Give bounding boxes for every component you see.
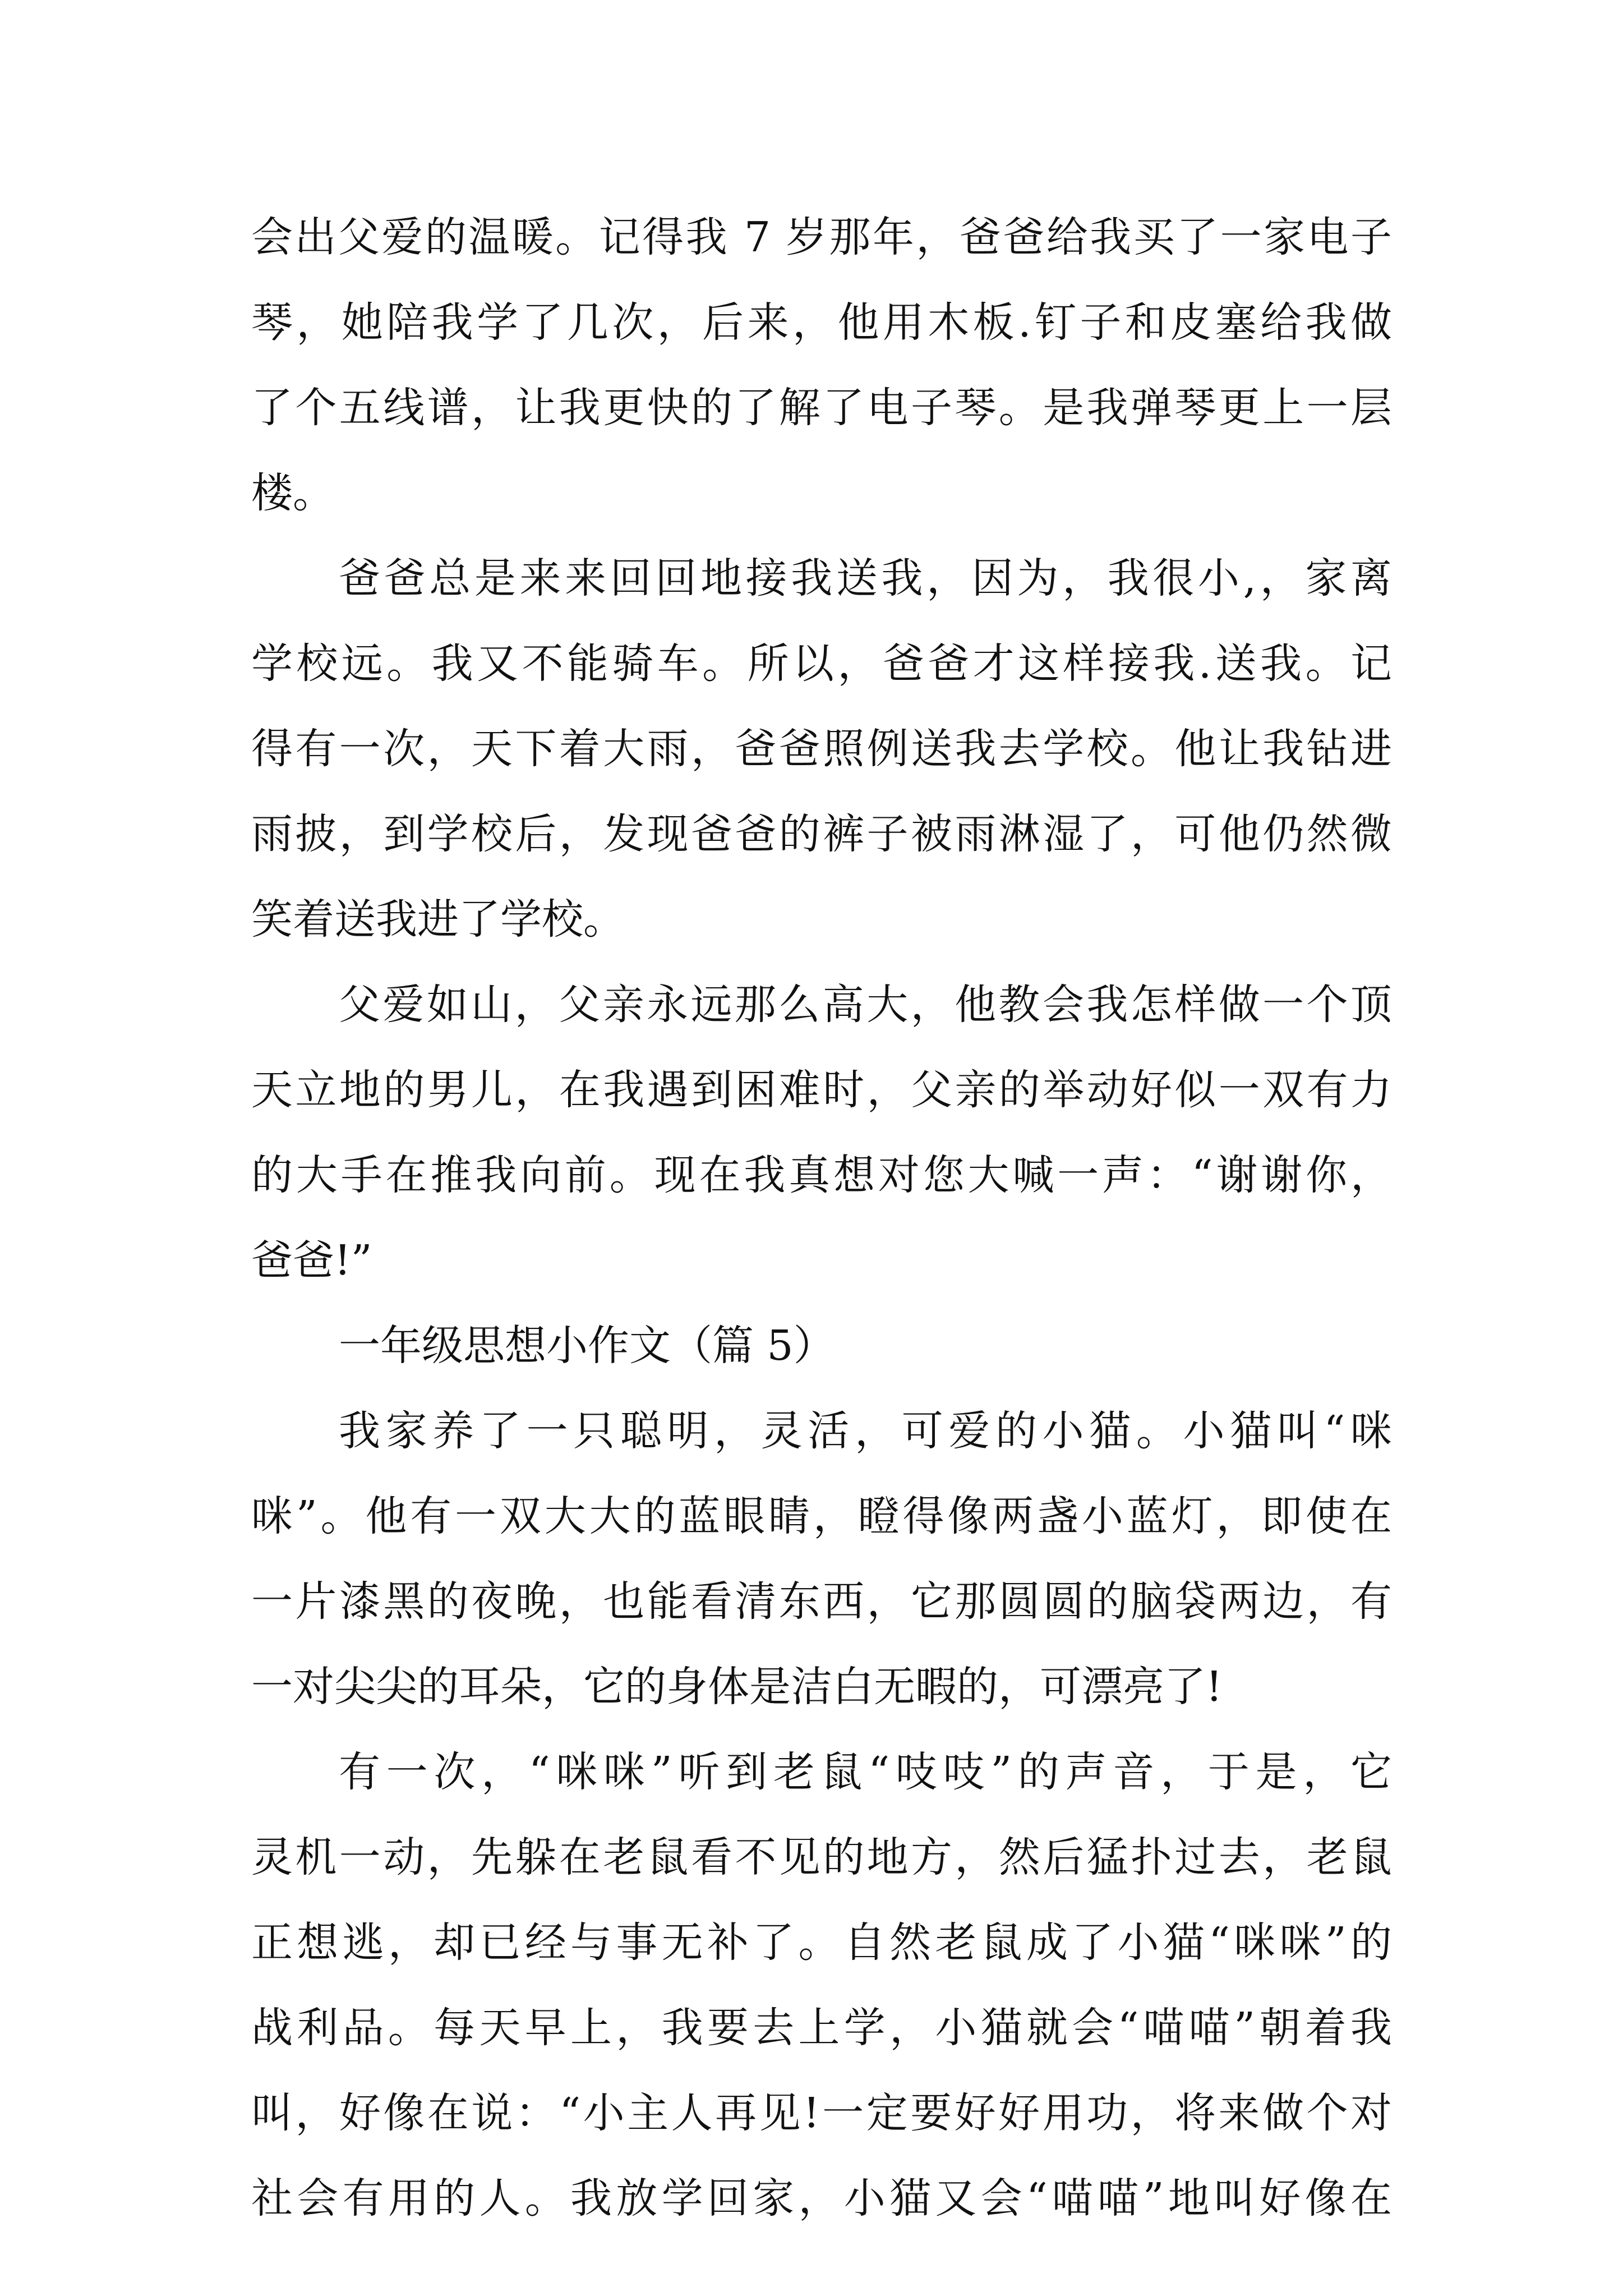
text-line: 爸爸总是来来回回地接我送我，因为，我很小,，家离: [339, 554, 1392, 602]
text-line: 天立地的男儿，在我遇到困难时，父亲的举动好似一双有力: [251, 1066, 1392, 1114]
text-line: 雨披，到学校后，发现爸爸的裤子被雨淋湿了，可他仍然微: [251, 810, 1392, 858]
text-line: 灵机一动，先躲在老鼠看不见的地方，然后猛扑过去，老鼠: [251, 1833, 1392, 1881]
section-heading: 一年级思想小作文（篇 5）: [339, 1322, 835, 1370]
text-line: 爸爸!”: [251, 1236, 372, 1285]
text-line: 会出父爱的温暖。记得我 7 岁那年，爸爸给我买了一家电子: [251, 213, 1392, 261]
text-line: 楼。: [251, 469, 334, 517]
text-line: 我家养了一只聪明，灵活，可爱的小猫。小猫叫“咪: [339, 1407, 1392, 1455]
text-line: 社会有用的人。我放学回家，小猫又会“喵喵”地叫好像在: [251, 2174, 1392, 2223]
text-line: 父爱如山，父亲永远那么高大，他教会我怎样做一个顶: [339, 981, 1392, 1029]
text-line: 叫，好像在说：“小主人再见!一定要好好用功，将来做个对: [251, 2089, 1392, 2137]
text-line: 学校远。我又不能骑车。所以，爸爸才这样接我.送我。记: [251, 639, 1392, 688]
text-line: 战利品。每天早上，我要去上学，小猫就会“喵喵”朝着我: [251, 2004, 1392, 2052]
text-line: 有一次，“咪咪”听到老鼠“吱吱”的声音，于是，它: [339, 1748, 1392, 1796]
text-line: 正想逃，却已经与事无补了。自然老鼠成了小猫“咪咪”的: [251, 1918, 1392, 1967]
text-line: 琴，她陪我学了几次，后来，他用木板.钉子和皮塞给我做: [251, 298, 1392, 347]
text-line: 一对尖尖的耳朵，它的身体是洁白无暇的，可漂亮了!: [251, 1663, 1223, 1711]
text-line: 笑着送我进了学校。: [251, 895, 625, 944]
text-line: 得有一次，天下着大雨，爸爸照例送我去学校。他让我钻进: [251, 725, 1392, 773]
text-line: 咪”。他有一双大大的蓝眼睛，瞪得像两盏小蓝灯，即使在: [251, 1492, 1392, 1540]
text-line: 了个五线谱，让我更快的了解了电子琴。是我弹琴更上一层: [251, 384, 1392, 432]
text-line: 一片漆黑的夜晚，也能看清东西，它那圆圆的脑袋两边，有: [251, 1577, 1392, 1626]
text-line: 的大手在推我向前。现在我真想对您大喊一声：“谢谢你，: [251, 1151, 1392, 1199]
